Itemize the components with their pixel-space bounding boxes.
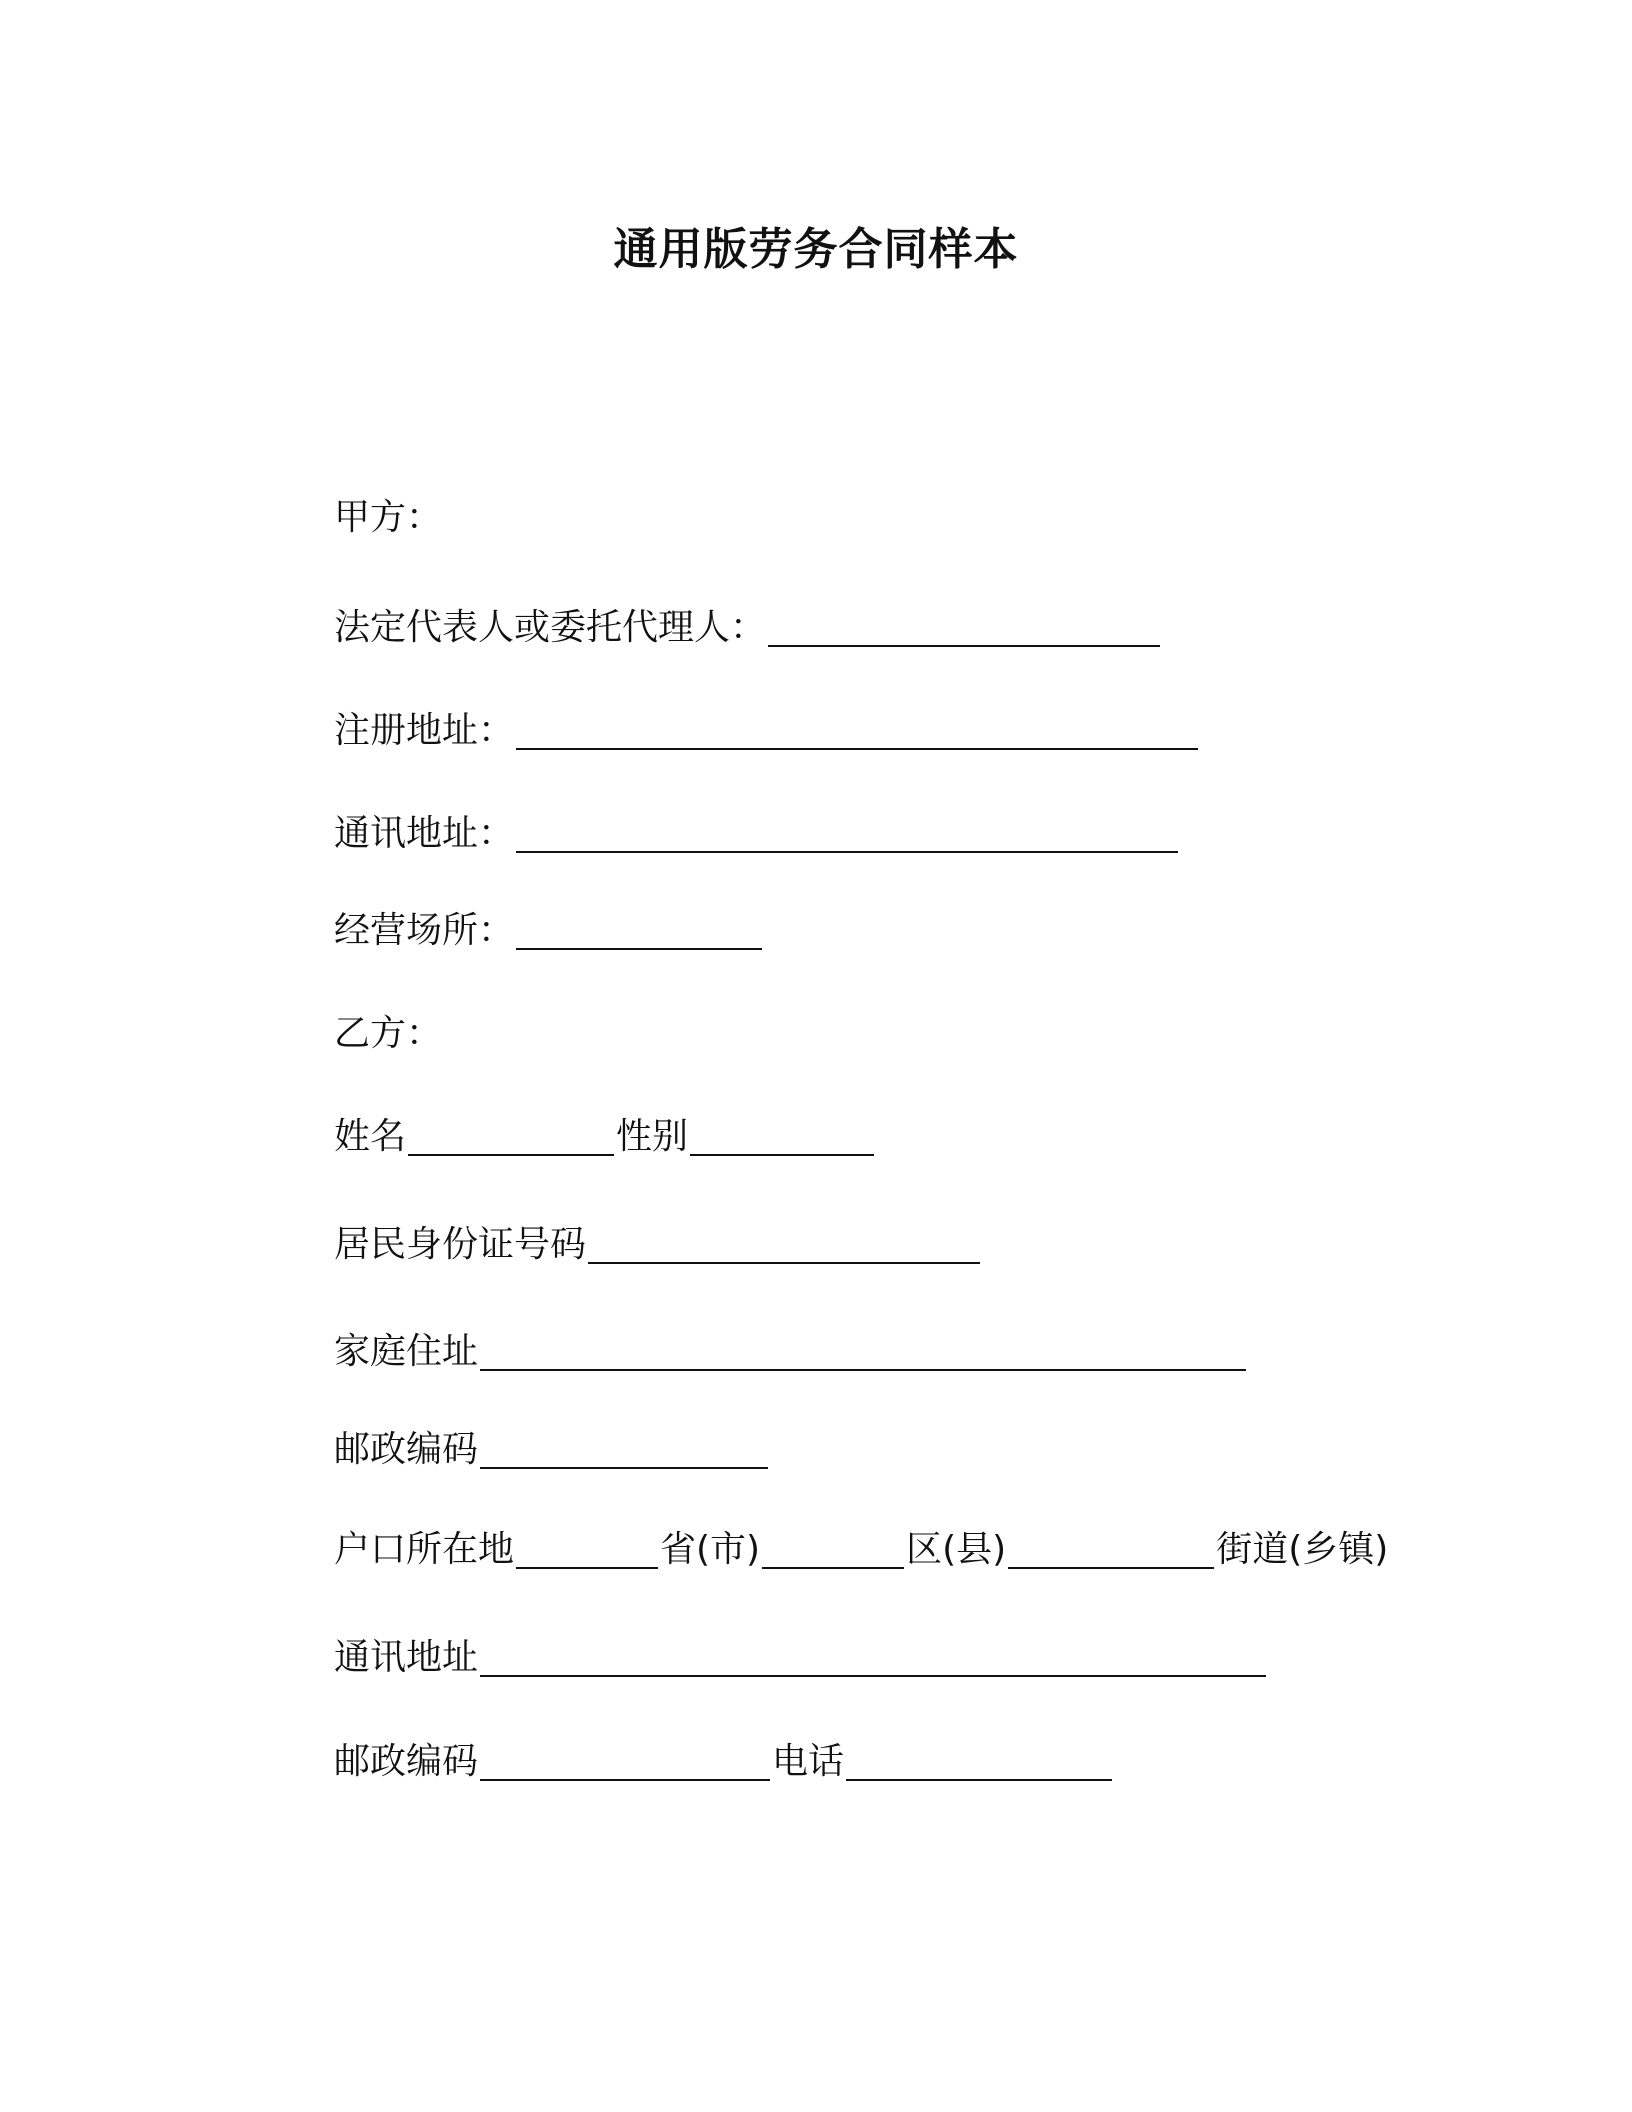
registered-address-label: 注册地址： <box>334 710 515 751</box>
party-a-mailing-address-line <box>334 809 1180 859</box>
gender-blank[interactable] <box>690 1124 874 1156</box>
party-a-heading-line <box>334 493 442 543</box>
id-number-label: 居民身份证号码 <box>334 1224 587 1265</box>
postal-code-label: 邮政编码 <box>334 1429 479 1470</box>
name-gender-line <box>334 1112 876 1162</box>
party-b-mailing-address-label: 通讯地址 <box>334 1637 479 1678</box>
legal-rep-blank[interactable] <box>768 615 1160 647</box>
home-address-label: 家庭住址 <box>334 1331 479 1372</box>
legal-rep-line <box>334 603 1162 653</box>
gender-label: 性别 <box>616 1116 689 1157</box>
id-number-blank[interactable] <box>588 1232 980 1264</box>
legal-rep-label: 法定代表人或委托代理人： <box>334 607 767 648</box>
home-address-line <box>334 1327 1248 1377</box>
party-a-mailing-address-label: 通讯地址： <box>334 813 515 854</box>
postal-code-phone-line <box>334 1737 1114 1787</box>
party-b-heading-line <box>334 1009 442 1059</box>
province-label: 省(市) <box>660 1529 761 1570</box>
document-title: 通用版劳务合同样本 <box>613 224 1019 275</box>
business-place-blank[interactable] <box>516 918 762 950</box>
phone-label: 电话 <box>772 1741 845 1782</box>
party-b-mailing-address-blank[interactable] <box>480 1645 1266 1677</box>
district-blank[interactable] <box>762 1537 904 1569</box>
street-blank[interactable] <box>1008 1537 1214 1569</box>
province-blank[interactable] <box>516 1537 658 1569</box>
registered-address-line <box>334 706 1200 756</box>
id-number-line <box>334 1220 982 1270</box>
postal-code-line <box>334 1425 770 1475</box>
postal-code2-blank[interactable] <box>480 1749 770 1781</box>
business-place-line <box>334 906 764 956</box>
postal-code2-label: 邮政编码 <box>334 1741 479 1782</box>
business-place-label: 经营场所： <box>334 910 515 951</box>
party-a-mailing-address-blank[interactable] <box>516 821 1178 853</box>
name-blank[interactable] <box>408 1124 614 1156</box>
registered-address-blank[interactable] <box>516 718 1198 750</box>
district-label: 区(县) <box>906 1529 1007 1570</box>
hukou-line <box>334 1525 1388 1575</box>
party-a-heading: 甲方： <box>334 497 443 538</box>
party-b-mailing-address-line <box>334 1633 1268 1683</box>
name-label: 姓名 <box>334 1116 407 1157</box>
hukou-label: 户口所在地 <box>334 1529 515 1570</box>
postal-code-blank[interactable] <box>480 1437 768 1469</box>
home-address-blank[interactable] <box>480 1339 1246 1371</box>
street-label: 街道(乡镇) <box>1216 1529 1389 1570</box>
phone-blank[interactable] <box>846 1749 1112 1781</box>
party-b-heading: 乙方： <box>334 1013 443 1054</box>
